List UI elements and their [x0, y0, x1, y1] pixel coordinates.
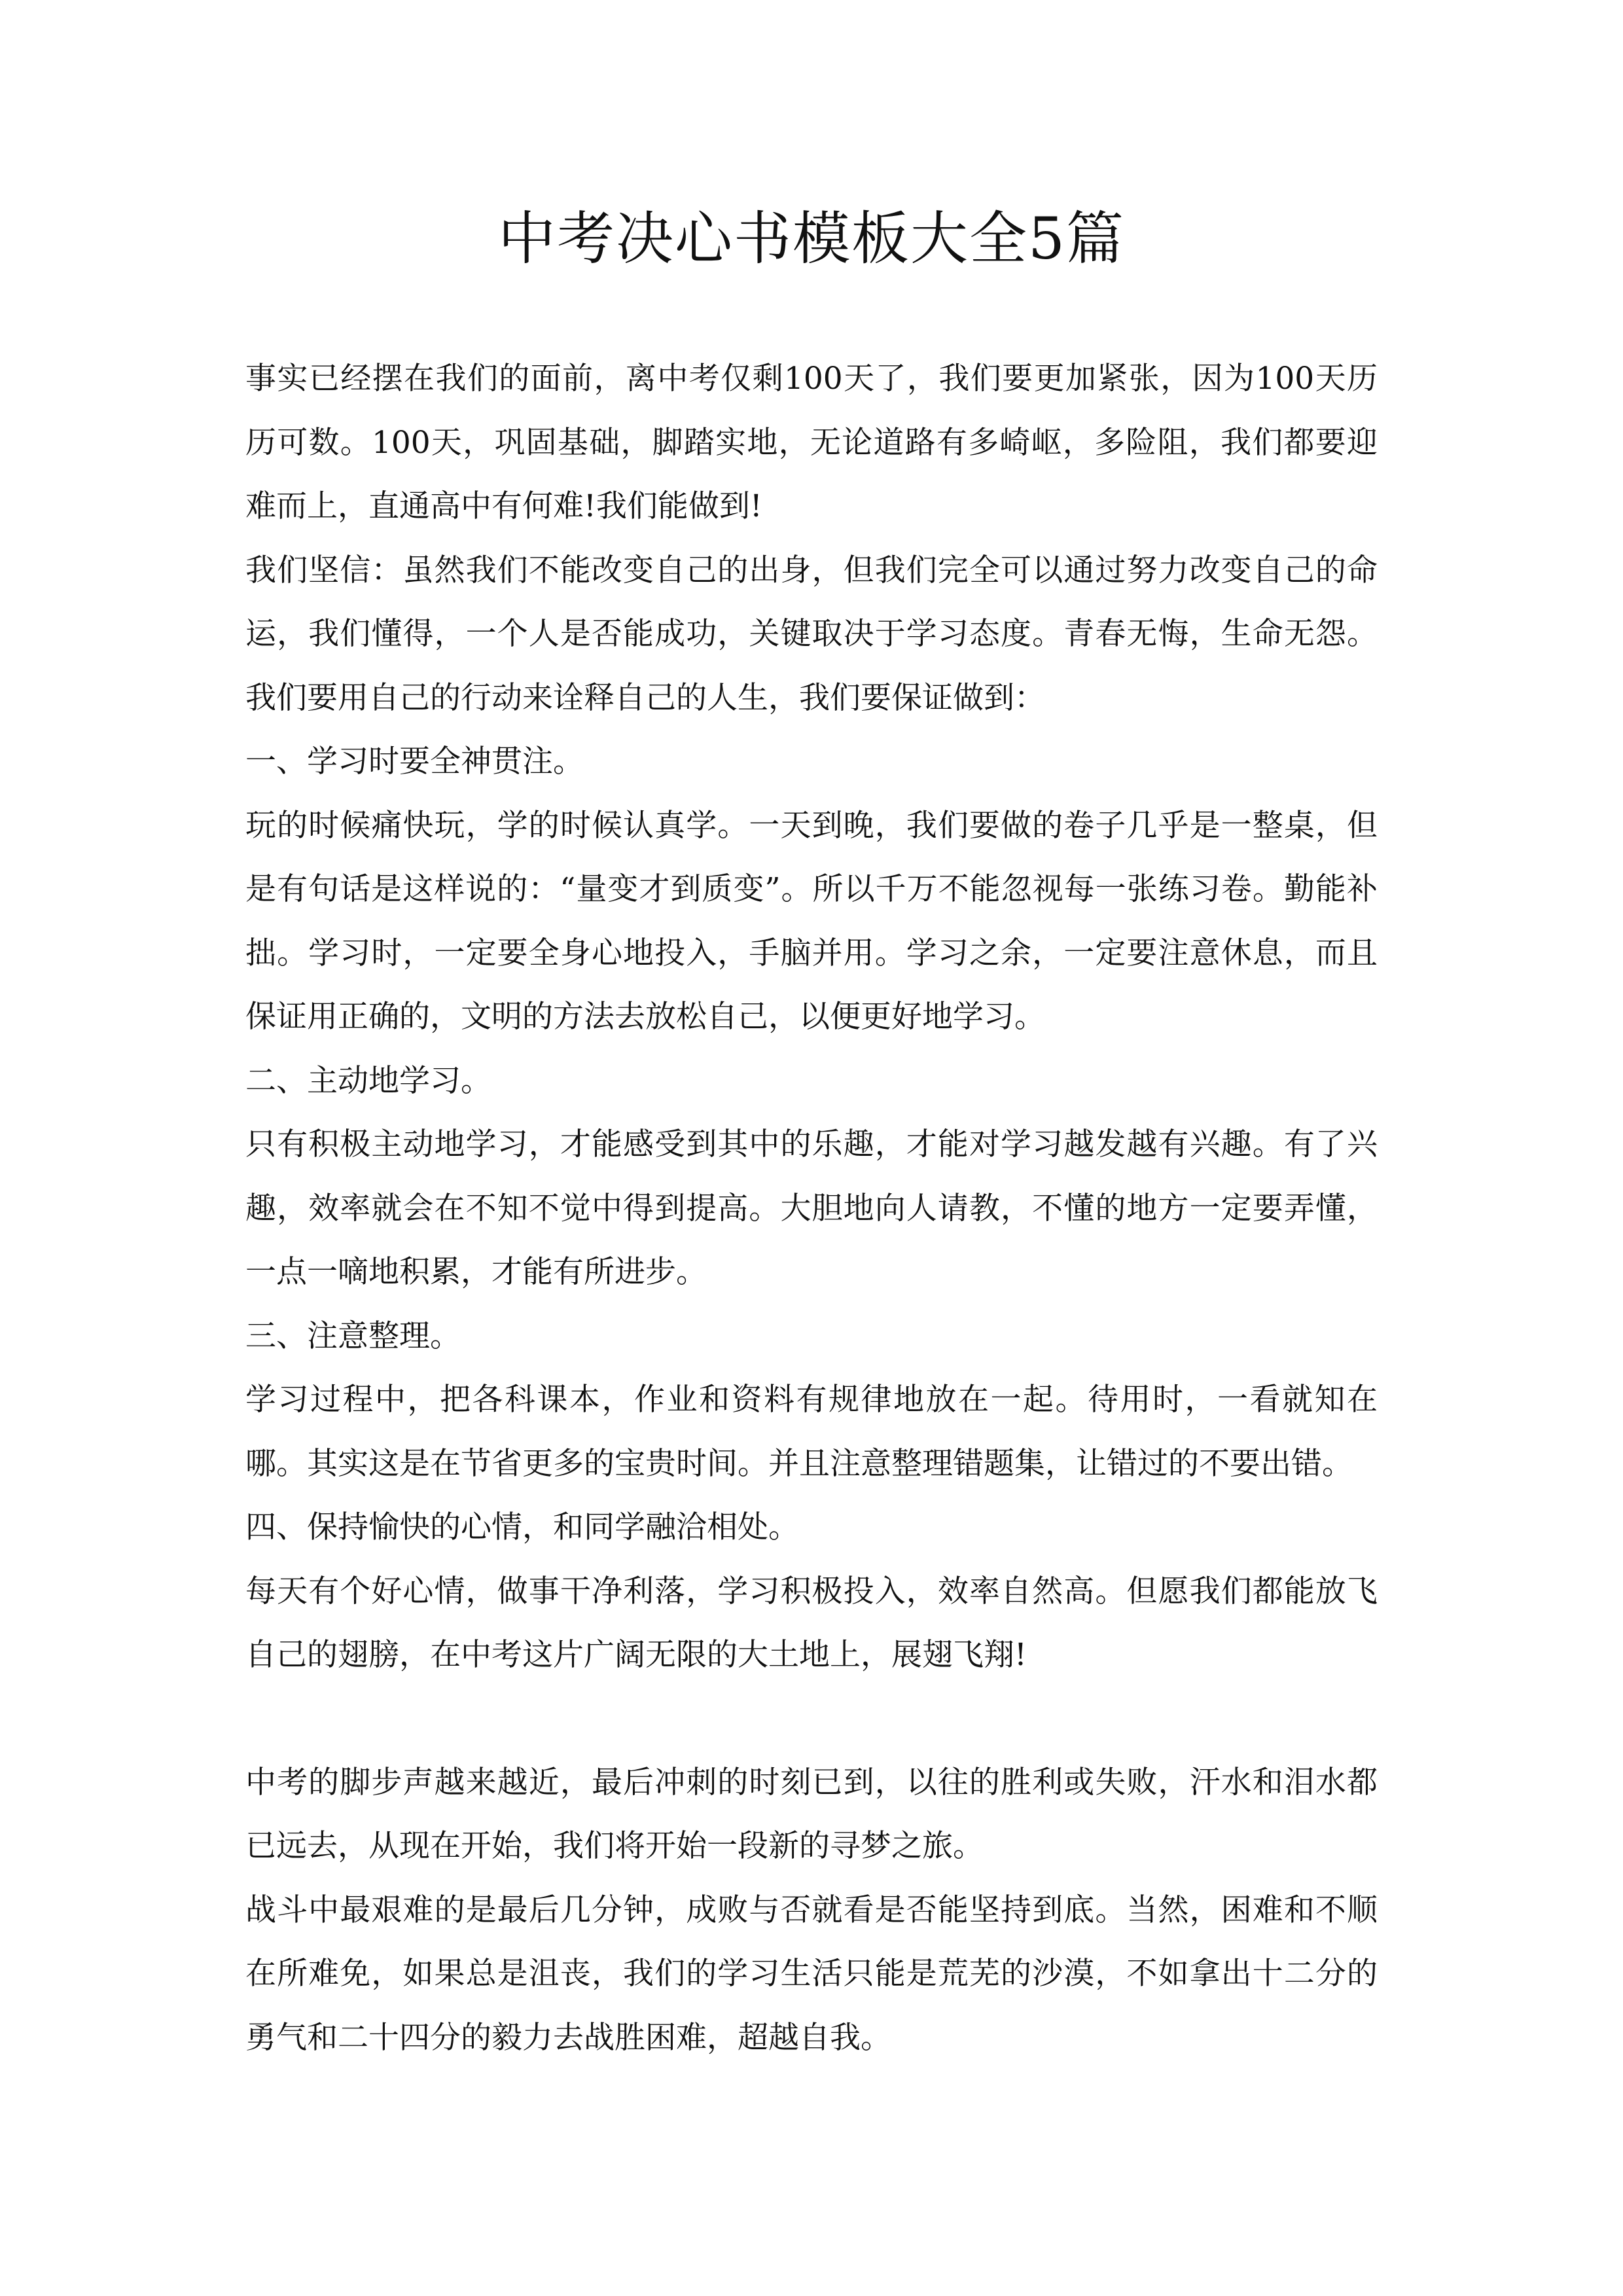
- heading-point-3: 三、注意整理。: [245, 1318, 461, 1354]
- heading-point-2: 二、主动地学习。: [245, 1062, 491, 1099]
- paragraph-section2-intro: 中考的脚步声越来越近，最后冲刺的时刻已到，以往的胜利或失败，汗水和泪水都已远去，从现在开始，我们将开始一段新的寻梦之旅。: [245, 1764, 1378, 1864]
- paragraph-section2-effort: 战斗中最艰难的是最后几分钟，成败与否就看是否能坚持到底。当然，困难和不顺在所难免，如果总是沮丧，我们的学习生活只能是荒芜的沙漠，不如拿出十二分的勇气和二十四分的毅力去战胜困难，超越自我。: [245, 1892, 1378, 2056]
- paragraph-point-1: 玩的时候痛快玩，学的时候认真学。一天到晚，我们要做的卷子几乎是一整桌，但是有句话是这样说的：“量变才到质变”。所以千万不能忽视每一张练习卷。勤能补拙。学习时，一定要全身心地投入，手脑并用。学习之余，一定要注意休息，而且保证用正确的，文明的方法去放松自己，以便更好地学习。: [245, 807, 1378, 1035]
- section-spacer: [245, 1687, 1378, 1751]
- paragraph-point-4: 每天有个好心情，做事干净利落，学习积极投入，效率自然高。但愿我们都能放飞自己的翅膀，在中考这片广阔无限的大土地上，展翅飞翔!: [245, 1573, 1378, 1673]
- document-body: [245, 347, 1378, 2070]
- heading-point-1: 一、学习时要全神贯注。: [245, 744, 584, 780]
- paragraph-point-2: 只有积极主动地学习，才能感受到其中的乐趣，才能对学习越发越有兴趣。有了兴趣，效率就会在不知不觉中得到提高。大胆地向人请教，不懂的地方一定要弄懂，一点一嘀地积累，才能有所进步。: [245, 1126, 1378, 1290]
- document-title: 中考决心书模板大全5篇: [498, 205, 1125, 272]
- heading-point-4: 四、保持愉快的心情，和同学融洽相处。: [245, 1509, 799, 1545]
- paragraph-intro: 事实已经摆在我们的面前，离中考仅剩100天了，我们要更加紧张，因为100天历历可数。100天，巩固基础，脚踏实地，无论道路有多崎岖，多险阻，我们都要迎难而上，直通高中有何难!我们能做到!: [245, 361, 1378, 524]
- paragraph-belief: 我们坚信：虽然我们不能改变自己的出身，但我们完全可以通过努力改变自己的命运，我们懂得，一个人是否能成功，关键取决于学习态度。青春无悔，生命无怨。我们要用自己的行动来诠释自己的人生，我们要保证做到：: [245, 552, 1378, 716]
- paragraph-point-3: 学习过程中，把各科课本，作业和资料有规律地放在一起。待用时，一看就知在哪。其实这是在节省更多的宝贵时间。并且注意整理错题集，让错过的不要出错。: [245, 1382, 1378, 1482]
